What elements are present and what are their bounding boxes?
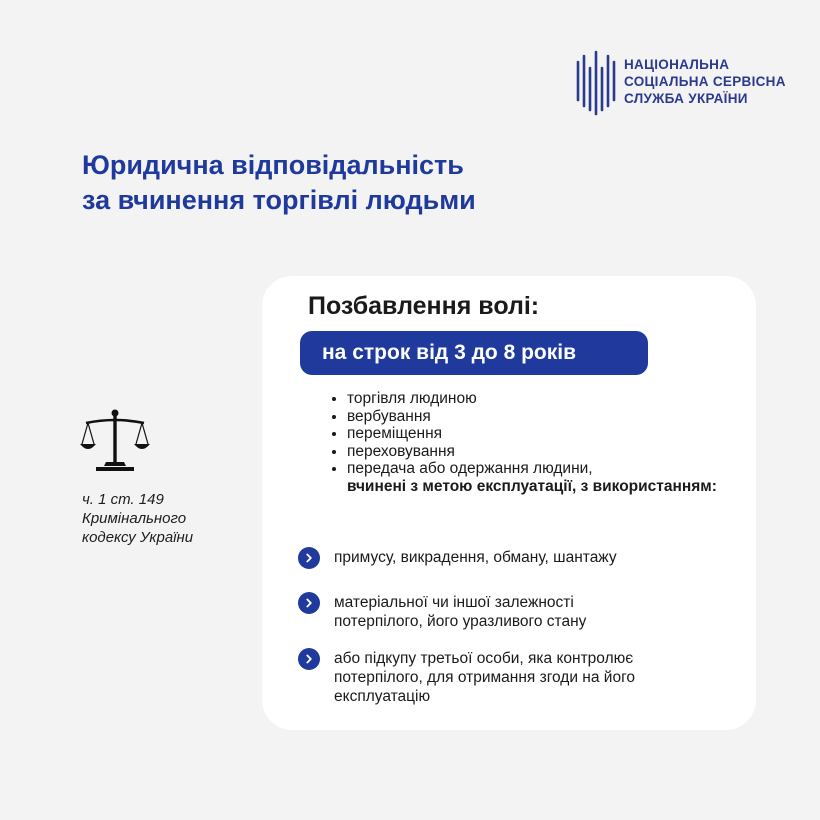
term-badge bbox=[300, 331, 648, 375]
card-heading: Позбавлення волі: bbox=[308, 292, 540, 320]
law-reference-line: Кримінального bbox=[82, 510, 187, 527]
title-line-2: за вчинення торгівлі людьми bbox=[82, 185, 476, 215]
page-title bbox=[82, 148, 476, 218]
title-line-1: Юридична відповідальність bbox=[82, 150, 464, 180]
chevron-right-circle-icon bbox=[298, 547, 320, 569]
acts-conclusion: вчинені з метою експлуатації, з використанням: bbox=[347, 477, 717, 495]
trident-emblem-icon bbox=[574, 48, 618, 116]
law-reference-line: ч. 1 ст. 149 bbox=[82, 491, 164, 508]
law-reference bbox=[82, 490, 193, 547]
acts-list bbox=[330, 390, 747, 495]
logo-line: СОЦІАЛЬНА СЕРВІСНА bbox=[624, 74, 786, 89]
means-text: або підкупу третьої особи, яка контролює потерпілого, для отримання згоди на його експлуатацію bbox=[334, 650, 636, 705]
list-item bbox=[347, 460, 747, 495]
list-item bbox=[298, 649, 738, 706]
list-item bbox=[298, 548, 738, 569]
list-item-text: передача або одержання людини, bbox=[347, 460, 593, 477]
logo-wordmark bbox=[624, 56, 786, 107]
law-reference-line: кодексу України bbox=[82, 529, 194, 546]
scales-of-justice-icon bbox=[80, 408, 150, 472]
means-text: матеріальної чи іншої залежності потерпілого, його уразливого стану bbox=[334, 594, 587, 630]
list-item: • вербування bbox=[347, 408, 747, 426]
term-label: на строк від 3 до 8 років bbox=[322, 341, 576, 364]
means-text: примусу, викрадення, обману, шантажу bbox=[334, 549, 617, 566]
list-item: • переміщення bbox=[347, 425, 747, 443]
nsss-logo bbox=[574, 48, 794, 118]
list-item: • переховування bbox=[347, 443, 747, 461]
chevron-right-circle-icon bbox=[298, 648, 320, 670]
list-item bbox=[298, 593, 738, 631]
list-item: • торгівля людиною bbox=[347, 390, 747, 408]
penalty-card bbox=[262, 276, 756, 730]
logo-line: НАЦІОНАЛЬНА bbox=[624, 57, 730, 72]
logo-line: СЛУЖБА УКРАЇНИ bbox=[624, 91, 748, 106]
chevron-right-circle-icon bbox=[298, 592, 320, 614]
